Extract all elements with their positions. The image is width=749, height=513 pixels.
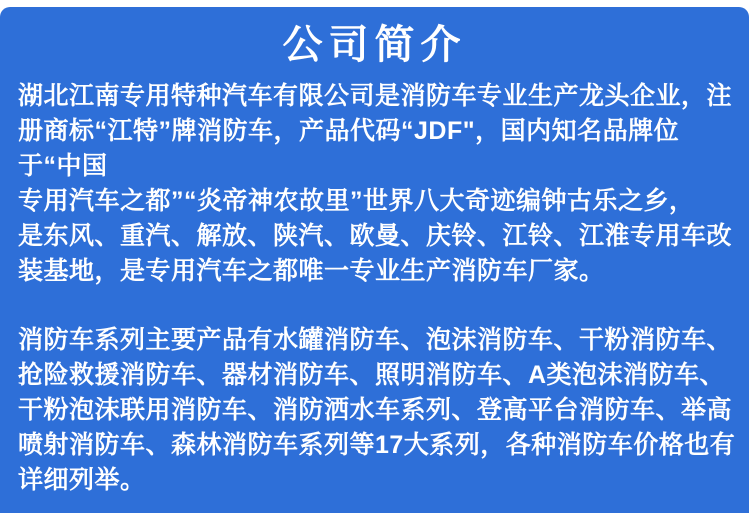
text-line: 干粉泡沫联用消防车、消防洒水车系列、登高平台消防车、举高 [18,396,733,424]
text-line: 喷射消防车、森林消防车系列等17大系列，各种消防车价格也有 [18,431,736,459]
company-intro-panel [0,7,749,513]
products-paragraph-2 [0,323,749,498]
text-line: 装基地，是专用汽车之都唯一专业生产消防车厂家。 [18,257,605,285]
text-line: 于“中国 [18,152,108,180]
text-line: 消防车系列主要产品有水罐消防车、泡沫消防车、干粉消防车、 [18,326,733,354]
intro-paragraph-1 [0,79,749,289]
text-line: 湖北江南专用特种汽车有限公司是消防车专业生产龙头企业，注 [18,82,733,110]
text-line: 抢险救援消防车、器材消防车、照明消防车、A类泡沫消防车、 [18,361,726,389]
page-title: 公司简介 [282,23,467,67]
text-line: 册商标“江特”牌消防车，产品代码“JDF"，国内知名品牌位 [18,117,680,145]
text-line: 专用汽车之都”“炎帝神农故里”世界八大奇迹编钟古乐之乡， [18,187,695,215]
text-line: 是东风、重汽、解放、陕汽、欧曼、庆铃、江铃、江淮专用车改 [18,222,733,250]
text-line: 详细列举。 [18,466,146,494]
